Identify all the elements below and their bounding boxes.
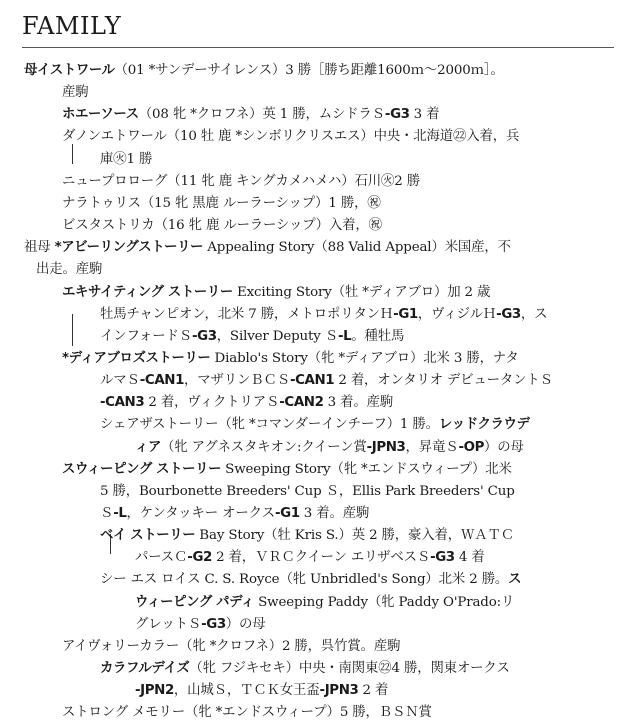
family-line: [36, 261, 102, 278]
bold-text-segment: -CAN1: [289, 373, 335, 389]
family-line: [62, 284, 490, 301]
family-line: [100, 505, 369, 522]
bold-text-segment: -JPN3: [366, 439, 406, 455]
family-line: [62, 173, 420, 190]
bold-text-segment: -G3: [192, 328, 217, 344]
text-segment: ニュープロローグ（11 牝 鹿 キングカメハメハ）石川㊋2 勝: [62, 173, 420, 189]
text-segment: 4 着: [454, 550, 485, 566]
text-segment: 2 着，ＶＲＣクイーン エリザベスＳ: [211, 550, 431, 566]
text-segment: 出走。産駒: [36, 262, 103, 278]
family-line: [135, 594, 514, 611]
text-segment: Appealing Story（88 Valid Appeal）米国産，不: [203, 240, 511, 256]
text-segment: 祖母: [24, 240, 55, 256]
text-segment: ルマＳ: [100, 373, 140, 389]
family-line: [100, 394, 393, 411]
title-divider: [22, 47, 614, 48]
text-segment: シー エス ロイス C. S. Royce（牝 Unbridled's Song）北米 2 勝。: [100, 572, 509, 588]
text-segment: シェアザストーリー（牝 *コマンダーインチーフ）1 勝。: [100, 417, 439, 433]
family-line: [62, 128, 519, 145]
family-line: [100, 416, 529, 433]
bold-text-segment: -OP: [458, 439, 485, 455]
text-segment: ナラトゥリス（15 牝 黒鹿 ルーラーシップ）1 勝，㊗: [62, 195, 381, 211]
text-segment: 3 着。産駒: [323, 395, 394, 411]
bold-text-segment: -L: [113, 506, 127, 521]
text-segment: ダノンエトワール（10 牡 鹿 *シンボリクリスエス）中央・北海道㉒入着，兵: [62, 129, 520, 145]
family-line: [62, 106, 439, 123]
section-title: FAMILY: [22, 12, 122, 40]
text-segment: ，山城Ｓ，ＴＣＫ女王盃: [173, 683, 320, 699]
text-segment: アイヴォリーカラー（牝 *クロフネ）2 勝，呉竹賞。産駒: [62, 638, 401, 654]
text-segment: ）の母: [225, 616, 266, 632]
family-line: [62, 217, 382, 234]
tree-line-daughters: [72, 144, 73, 164]
family-line: [100, 151, 152, 168]
text-segment: 牡馬チャンピオン，北米 7 勝，メトロポリタンＨ: [100, 306, 394, 322]
text-segment: 3 着。産駒: [299, 506, 370, 521]
text-segment: Sweeping Story（牝 *エンドスウィープ）北米: [221, 461, 512, 477]
bold-text-segment: レッドクラウデ: [438, 417, 530, 433]
family-line: [100, 527, 514, 544]
family-line: [100, 571, 521, 588]
family-line: [62, 350, 519, 367]
bold-text-segment: 母: [24, 63, 37, 78]
bold-text-segment: -L: [338, 328, 352, 344]
text-segment: Bay Story（牡 Kris S.）英 2 勝，豪入着，ＷＡＴＣ: [195, 528, 514, 544]
family-line: [24, 62, 504, 79]
bold-text-segment: -CAN3: [100, 395, 145, 411]
bold-text-segment: -G1: [393, 306, 418, 322]
family-line: [62, 84, 88, 101]
family-line: [100, 306, 547, 323]
bold-text-segment: カラフルデイズ: [100, 661, 190, 677]
text-segment: （牝 フジキセキ）中央・南関東㉒4 勝，関東オークス: [189, 661, 510, 677]
text-segment: 2 着: [358, 683, 389, 699]
bold-text-segment: -G3: [384, 107, 410, 123]
bold-text-segment: -G2: [187, 550, 212, 566]
bold-text-segment: ホエーソース: [62, 107, 139, 123]
bold-text-segment: -G3: [496, 306, 521, 322]
text-segment: （01 *サンデーサイレンス）3 勝［勝ち距離1600ｍ〜2000ｍ］。: [114, 63, 504, 78]
text-segment: ，Silver Deputy Ｓ: [216, 328, 339, 344]
bold-text-segment: エキサイティング ストーリー: [62, 284, 233, 300]
family-line: [100, 660, 510, 677]
bold-text-segment: イストワール: [37, 63, 115, 78]
bold-text-segment: スウィーピング ストーリー: [62, 461, 222, 477]
family-line: [62, 638, 400, 655]
text-segment: 2 着，オンタリオ デビュータントＳ: [334, 373, 553, 389]
bold-text-segment: -G1: [274, 506, 300, 521]
bold-text-segment: -CAN2: [279, 395, 324, 411]
text-segment: ストロング メモリー（牝 *エンドスウィープ）5 勝，ＢＳＮ賞: [62, 705, 432, 721]
text-segment: 2 着，ヴィクトリアＳ: [144, 395, 280, 411]
family-line: [100, 483, 515, 500]
text-segment: （牝 アグネスタキオン:クイーン賞: [160, 439, 367, 455]
family-line: [100, 372, 553, 389]
text-segment: Ｓ: [100, 506, 114, 521]
bold-text-segment: ベイ ストーリー: [100, 528, 196, 544]
bold-text-segment: -G3: [430, 550, 455, 566]
bold-text-segment: *ディアブロズストーリー: [62, 350, 211, 366]
text-segment: Diablo's Story（牝 *ディアブロ）北米 3 勝，ナタ: [210, 350, 519, 366]
text-segment: ，昇竜Ｓ: [405, 439, 459, 455]
family-line: [135, 549, 485, 566]
bold-text-segment: ウィーピング パディ: [135, 594, 255, 610]
text-segment: ，ヴィジルＨ: [417, 306, 497, 322]
family-line: [135, 682, 388, 699]
text-segment: ，マザリンＢＣＳ: [184, 373, 290, 389]
bold-text-segment: -G3: [201, 616, 226, 632]
text-segment: Sweeping Paddy（牝 Paddy O'Prado:リ: [254, 594, 515, 610]
text-segment: ，ケンタッキー オークス: [126, 506, 275, 521]
text-segment: 3 着: [409, 107, 440, 123]
family-line: [100, 328, 404, 345]
text-segment: インフォードＳ: [100, 328, 193, 344]
bold-text-segment: -JPN3: [319, 683, 359, 699]
text-segment: （08 牝 *クロフネ）英 1 勝，ムシドラＳ: [138, 107, 385, 123]
text-segment: 。種牡馬: [351, 328, 405, 344]
bold-text-segment: ィア: [135, 439, 161, 455]
text-segment: グレットＳ: [135, 616, 202, 632]
text-segment: 庫㊋1 勝: [100, 151, 153, 167]
family-line: [135, 439, 524, 456]
family-line: [135, 616, 265, 633]
text-segment: Exciting Story（牡 *ディアブロ）加 2 歳: [232, 284, 491, 300]
family-line: [62, 461, 512, 478]
bold-text-segment: -JPN2: [135, 683, 174, 699]
text-segment: ビスタストリカ（16 牝 鹿 ルーラーシップ）入着，㊗: [62, 218, 382, 234]
text-segment: 産駒: [62, 85, 89, 101]
family-line: [24, 239, 511, 256]
bold-text-segment: *アビーリングストーリー: [54, 240, 204, 256]
bold-text-segment: -CAN1: [139, 373, 185, 389]
text-segment: 5 勝，Bourbonette Breeders' Cup Ｓ，Ellis Park Breeders' Cup: [100, 483, 515, 499]
tree-line-exciting-story: [72, 314, 73, 346]
text-segment: パースＣ: [135, 550, 188, 566]
bold-text-segment: ス: [508, 572, 522, 588]
family-line: [62, 195, 381, 212]
text-segment: ）の母: [484, 439, 524, 455]
text-segment: ，ス: [520, 306, 548, 322]
